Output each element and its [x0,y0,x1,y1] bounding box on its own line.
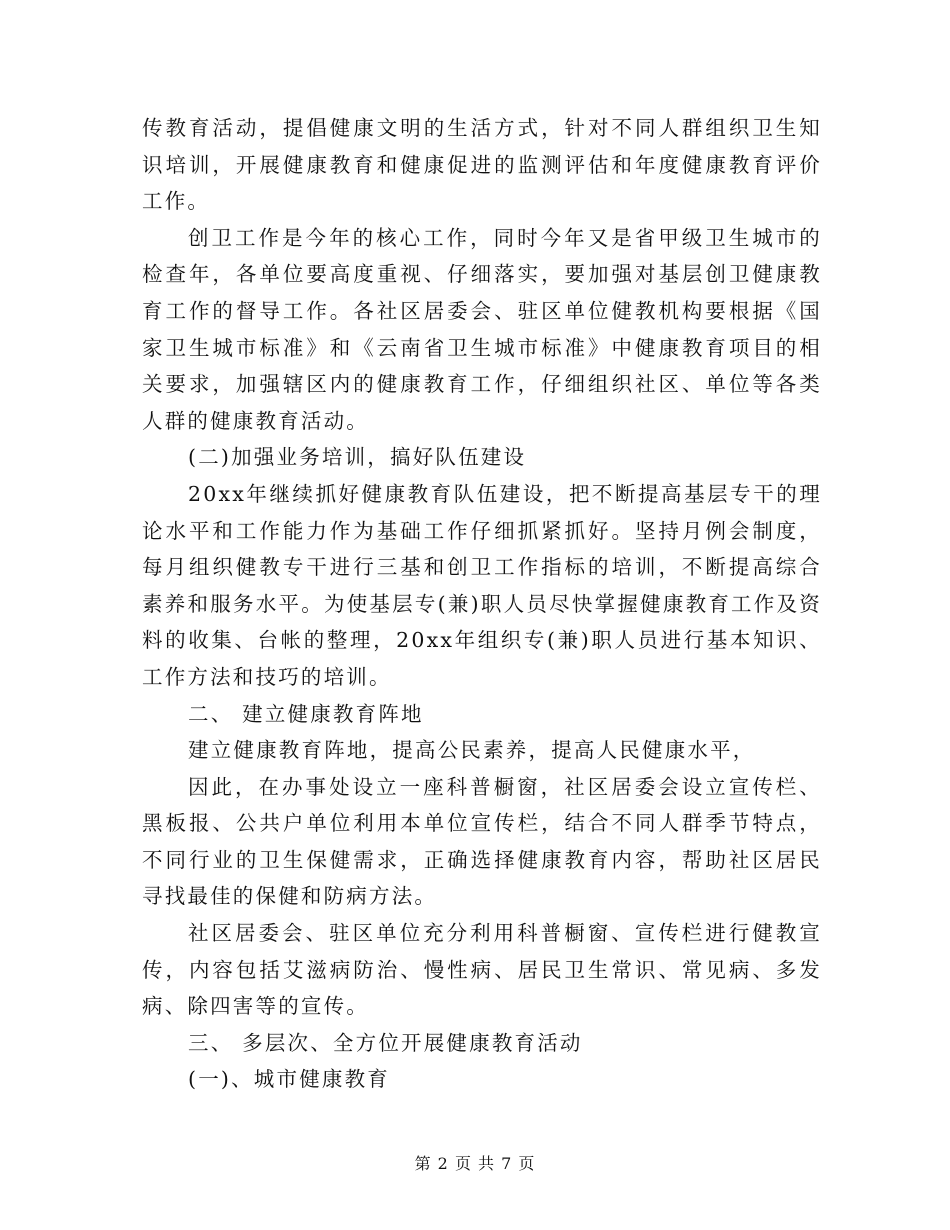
heading-section-two: 二、 建立健康教育阵地 [188,701,424,726]
subheading-city-education: (一)、城市健康教育 [188,1067,390,1092]
subheading-training: (二)加强业务培训，搞好队伍建设 [188,445,527,470]
page-number-label: 第 2 页 共 7 页 [414,1154,536,1173]
paragraph-publicity: 社区居委会、驻区单位充分利用科普橱窗、宣传栏进行健教宣传，内容包括艾滋病防治、慢性病、居民卫生常识、常见病、多发病、除四害等的宣传。 [142,921,822,1019]
paragraph-base-details: 因此，在办事处设立一座科普橱窗，社区居委会设立宣传栏、黑板报、公共户单位利用本单位宣传栏，结合不同人群季节特点，不同行业的卫生保健需求，正确选择健康教育内容，帮助社区居民寻找最佳的保健和防病方法。 [142,774,822,909]
paragraph-chuangwei: 创卫工作是今年的核心工作，同时今年又是省甲级卫生城市的检查年，各单位要高度重视、仔细落实，要加强对基层创卫健康教育工作的督导工作。各社区居委会、驻区单位健教机构要根据《国家卫生城市标准》和《云南省卫生城市标准》中健康教育项目的相关要求，加强辖区内的健康教育工作，仔细组织社区、单位等各类人群的健康教育活动。 [142,225,822,433]
paragraph-team-building: 20xx年继续抓好健康教育队伍建设，把不断提高基层专干的理论水平和工作能力作为基础工作仔细抓紧抓好。坚持月例会制度，每月组织健教专干进行三基和创卫工作指标的培训，不断提高综合素养和服务水平。为使基层专(兼)职人员尽快掌握健康教育工作及资料的收集、台帐的整理，20xx年组织专(兼)职人员进行基本知识、工作方法和技巧的培训。 [142,481,822,689]
page-footer [0,1152,950,1176]
paragraph-continuation: 传教育活动，提倡健康文明的生活方式，针对不同人群组织卫生知识培训，开展健康教育和健康促进的监测评估和年度健康教育评价工作。 [142,116,822,214]
heading-section-three: 三、 多层次、全方位开展健康教育活动 [188,1030,583,1055]
document-body [142,110,822,1098]
paragraph-base-intro: 建立健康教育阵地，提高公民素养，提高人民健康水平， [188,738,756,763]
